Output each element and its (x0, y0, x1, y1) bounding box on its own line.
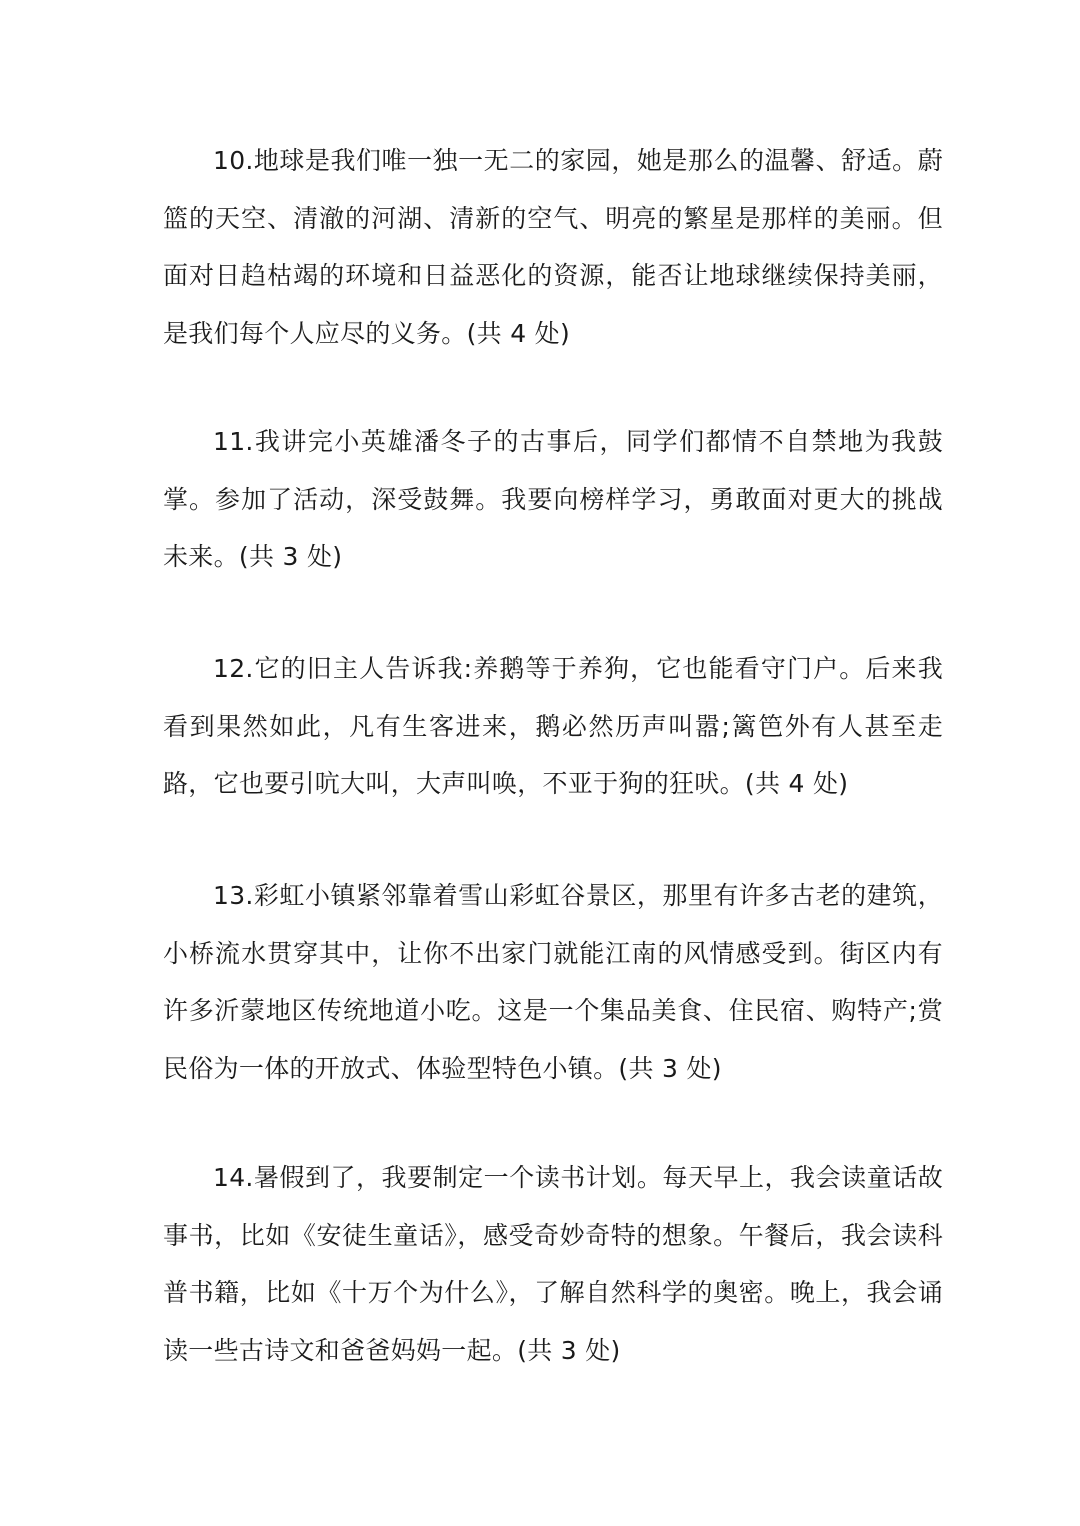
question-number: 13. (213, 881, 254, 910)
question-13-paragraph (163, 867, 943, 1097)
question-number: 11. (213, 427, 254, 456)
question-text: 彩虹小镇紧邻靠着雪山彩虹谷景区，那里有许多古老的建筑，小桥流水贯穿其中，让你不出家门就能江南的风情感受到。街区内有许多沂蒙地区传统地道小吃。这是一个集品美食、住民宿、购特产;赏民俗为一体的开放式、体验型特色小镇。 (163, 881, 943, 1083)
question-10-paragraph (163, 132, 943, 362)
question-text: 我讲完小英雄潘冬子的古事后，同学们都情不自禁地为我鼓掌。参加了活动，深受鼓舞。我要向榜样学习，勇敢面对更大的挑战未来。 (163, 427, 943, 571)
question-14-paragraph (163, 1149, 943, 1379)
error-count: (共 4 处) (466, 318, 571, 348)
question-11-paragraph (163, 413, 943, 586)
question-number: 14. (213, 1163, 254, 1192)
error-count: (共 3 处) (517, 1335, 621, 1365)
question-12-paragraph (163, 640, 943, 813)
question-text: 暑假到了，我要制定一个读书计划。每天早上，我会读童话故事书，比如《安徒生童话》，感受奇妙奇特的想象。午餐后，我会读科普书籍，比如《十万个为什么》，了解自然科学的奥密。晚上，我会诵读一些古诗文和爸爸妈妈一起。 (163, 1163, 943, 1365)
error-count: (共 3 处) (618, 1053, 722, 1083)
question-number: 12. (213, 654, 254, 683)
error-count: (共 3 处) (238, 542, 343, 571)
question-number: 10. (213, 146, 254, 175)
error-count: (共 4 处) (744, 769, 849, 798)
question-text: 它的旧主人告诉我:养鹅等于养狗，它也能看守门户。后来我看到果然如此，凡有生客进来，鹅必然历声叫嚣;篱笆外有人甚至走路，它也要引吭大叫，大声叫唤，不亚于狗的狂吠。 (163, 654, 943, 798)
question-text: 地球是我们唯一独一无二的家园，她是那么的温馨、舒适。蔚篮的天空、清澈的河湖、清新的空气、明亮的繁星是那样的美丽。但面对日趋枯竭的环境和日益恶化的资源，能否让地球继续保持美丽，是我们每个人应尽的义务。 (163, 146, 943, 348)
